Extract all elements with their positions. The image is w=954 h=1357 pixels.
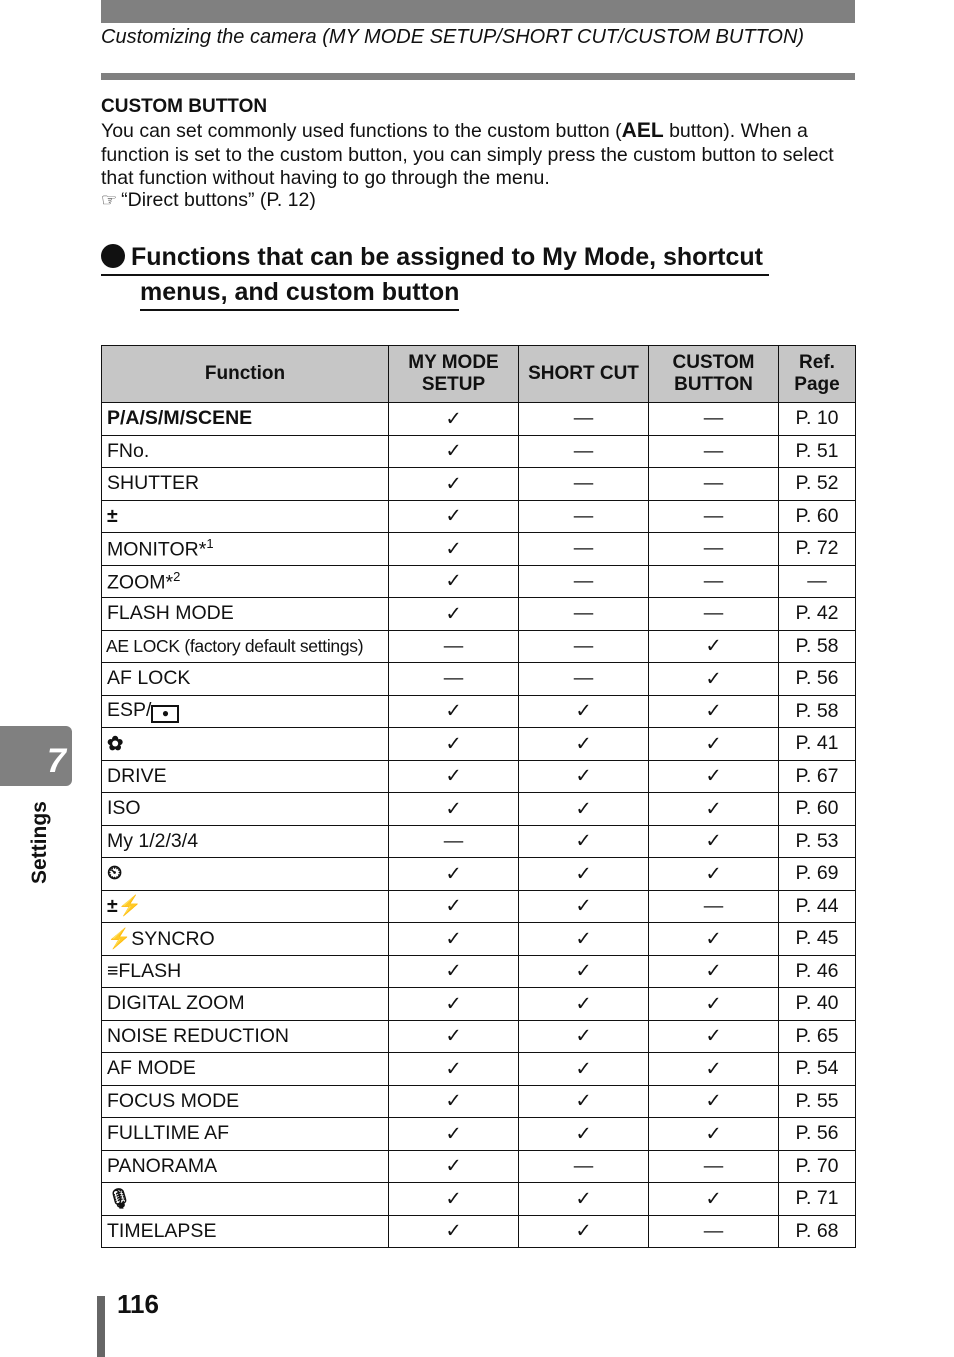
table-row: [102, 1118, 856, 1151]
col-header-ref-page: [779, 346, 856, 403]
function-cell: [102, 500, 389, 533]
function-cell: [102, 468, 389, 501]
function-cell: [102, 1150, 389, 1183]
custom-button-cell: —: [649, 403, 779, 436]
my-mode-cell: ✓: [389, 435, 519, 468]
my-mode-cell: ✓: [389, 1215, 519, 1248]
table-row: [102, 1020, 856, 1053]
custom-button-cell: —: [649, 890, 779, 923]
short-cut-cell: —: [519, 468, 649, 501]
heading-line-2: menus, and custom button: [140, 276, 459, 311]
custom-button-cell: ✓: [649, 760, 779, 793]
my-mode-cell: ✓: [389, 533, 519, 566]
function-cell: [102, 533, 389, 566]
table-row: [102, 728, 856, 761]
ref-page-cell: P. 60: [779, 793, 856, 826]
my-mode-cell: —: [389, 630, 519, 663]
my-mode-cell: ✓: [389, 403, 519, 436]
ref-page-cell: P. 58: [779, 695, 856, 728]
short-cut-cell: ✓: [519, 825, 649, 858]
table-row: [102, 1085, 856, 1118]
function-name: TIMELAPSE: [107, 1219, 217, 1242]
custom-button-cell: —: [649, 565, 779, 598]
table-row: [102, 988, 856, 1021]
ref-page-cell: P. 56: [779, 1118, 856, 1151]
my-mode-cell: —: [389, 663, 519, 696]
function-name: ISO: [107, 797, 141, 820]
table-row: [102, 793, 856, 826]
table-row: [102, 598, 856, 631]
ref-page-cell: P. 55: [779, 1085, 856, 1118]
function-name: AE LOCK (factory default settings): [106, 635, 364, 656]
custom-button-cell: ✓: [649, 1053, 779, 1086]
my-mode-cell: ✓: [389, 500, 519, 533]
function-name: 🎙: [107, 1187, 132, 1210]
col-header-custom-button: [649, 346, 779, 403]
chapter-tab: [0, 726, 72, 786]
function-name: ⏲: [107, 862, 123, 885]
function-cell: [102, 955, 389, 988]
custom-button-cell: ✓: [649, 695, 779, 728]
ref-page-cell: P. 45: [779, 923, 856, 956]
my-mode-cell: ✓: [389, 1183, 519, 1216]
custom-button-cell: ✓: [649, 728, 779, 761]
my-mode-cell: ✓: [389, 955, 519, 988]
my-mode-cell: ✓: [389, 1053, 519, 1086]
my-mode-cell: ✓: [389, 793, 519, 826]
running-title: Customizing the camera (MY MODE SETUP/SHORT CUT/CUSTOM BUTTON): [101, 26, 805, 48]
my-mode-cell: ✓: [389, 923, 519, 956]
function-name: SHUTTER: [107, 472, 200, 495]
custom-button-cell: —: [649, 1215, 779, 1248]
ref-page-cell: P. 44: [779, 890, 856, 923]
function-name: My 1/2/3/4: [107, 829, 199, 852]
ref-page-cell: P. 42: [779, 598, 856, 631]
col-header-short-cut: SHORT CUT: [519, 346, 649, 403]
table-row: [102, 695, 856, 728]
function-name: ±: [107, 504, 118, 527]
ref-page-cell: P. 53: [779, 825, 856, 858]
table-row: [102, 858, 856, 891]
custom-button-cell: ✓: [649, 1020, 779, 1053]
table-row: [102, 1215, 856, 1248]
short-cut-cell: ✓: [519, 728, 649, 761]
ref-page-cell: P. 69: [779, 858, 856, 891]
footnote-marker: 1: [206, 536, 214, 551]
short-cut-cell: —: [519, 435, 649, 468]
function-name: MONITOR*: [107, 538, 207, 561]
table-row: [102, 923, 856, 956]
my-mode-cell: ✓: [389, 565, 519, 598]
function-name: FLASH MODE: [107, 602, 234, 625]
function-cell: [102, 793, 389, 826]
ref-page-cell: P. 60: [779, 500, 856, 533]
custom-button-cell: ✓: [649, 1085, 779, 1118]
function-cell: [102, 858, 389, 891]
cross-reference-text: “Direct buttons” (P. 12): [121, 189, 316, 211]
my-mode-cell: ✓: [389, 728, 519, 761]
spot-meter-icon: ●: [151, 705, 179, 723]
col-header-my-mode: [389, 346, 519, 403]
col-header-function: Function: [102, 346, 389, 403]
function-cell: [102, 1215, 389, 1248]
ref-page-cell: P. 70: [779, 1150, 856, 1183]
table-row: [102, 435, 856, 468]
heading-line-1-text: Functions that can be assigned to My Mode, shortcut: [131, 243, 763, 271]
ref-page-cell: P. 46: [779, 955, 856, 988]
short-cut-cell: —: [519, 1150, 649, 1183]
function-cell: [102, 630, 389, 663]
intro-text-end: button). When a function is set to the custom button, you can simply press the custom button to select that function without having to go through the menu.: [101, 120, 834, 189]
ref-page-cell: P. 41: [779, 728, 856, 761]
short-cut-cell: ✓: [519, 1085, 649, 1118]
function-name: ⚡SYNCRO: [107, 927, 215, 950]
col-header-my-mode-text: MY MODE SETUP: [408, 352, 499, 395]
my-mode-cell: ✓: [389, 858, 519, 891]
custom-button-cell: —: [649, 435, 779, 468]
ael-button-label: AEL: [621, 119, 664, 142]
short-cut-cell: —: [519, 500, 649, 533]
my-mode-cell: ✓: [389, 1150, 519, 1183]
function-name: DRIVE: [107, 764, 167, 787]
short-cut-cell: ✓: [519, 1053, 649, 1086]
my-mode-cell: ✓: [389, 695, 519, 728]
header-bar: [101, 0, 855, 23]
function-name: ✿: [107, 732, 124, 755]
ref-page-cell: —: [779, 565, 856, 598]
reference-hand-icon: ☞: [101, 190, 118, 210]
my-mode-cell: ✓: [389, 988, 519, 1021]
function-name: ±⚡: [107, 895, 142, 918]
page-number-bar: [97, 1296, 105, 1357]
short-cut-cell: ✓: [519, 1118, 649, 1151]
table-row: [102, 760, 856, 793]
my-mode-cell: ✓: [389, 468, 519, 501]
col-header-custom-button-text: CUSTOM BUTTON: [672, 352, 755, 395]
short-cut-cell: —: [519, 630, 649, 663]
function-cell: [102, 403, 389, 436]
table-row: [102, 1183, 856, 1216]
function-name: AF MODE: [107, 1057, 196, 1080]
ref-page-cell: P. 72: [779, 533, 856, 566]
short-cut-cell: ✓: [519, 1215, 649, 1248]
short-cut-cell: —: [519, 403, 649, 436]
function-cell: [102, 1118, 389, 1151]
table-row: [102, 825, 856, 858]
ref-page-cell: P. 67: [779, 760, 856, 793]
custom-button-cell: ✓: [649, 1183, 779, 1216]
function-name: FNo.: [107, 439, 150, 462]
function-name: NOISE REDUCTION: [107, 1024, 290, 1047]
ref-page-cell: P. 58: [779, 630, 856, 663]
custom-button-cell: —: [649, 1150, 779, 1183]
custom-button-cell: ✓: [649, 858, 779, 891]
table-row: [102, 500, 856, 533]
ref-page-cell: P. 65: [779, 1020, 856, 1053]
short-cut-cell: ✓: [519, 695, 649, 728]
function-name: FULLTIME AF: [107, 1122, 230, 1145]
intro-text-start: You can set commonly used functions to the custom button (: [101, 120, 622, 142]
short-cut-cell: ✓: [519, 955, 649, 988]
short-cut-cell: —: [519, 598, 649, 631]
my-mode-cell: ✓: [389, 1020, 519, 1053]
table-row: [102, 1150, 856, 1183]
chapter-label: Settings: [28, 801, 51, 884]
cross-reference: [101, 189, 316, 212]
function-name: AF LOCK: [107, 667, 191, 690]
short-cut-cell: ✓: [519, 760, 649, 793]
function-name: ESP/: [107, 699, 152, 722]
custom-button-cell: ✓: [649, 793, 779, 826]
function-cell: [102, 565, 389, 598]
custom-button-cell: ✓: [649, 825, 779, 858]
short-cut-cell: ✓: [519, 1020, 649, 1053]
function-cell: [102, 695, 389, 728]
short-cut-cell: ✓: [519, 890, 649, 923]
intro-paragraph: [101, 119, 855, 191]
custom-button-cell: —: [649, 468, 779, 501]
function-name: DIGITAL ZOOM: [107, 992, 245, 1015]
ref-page-cell: P. 52: [779, 468, 856, 501]
function-cell: [102, 1020, 389, 1053]
table-row: [102, 468, 856, 501]
custom-button-cell: —: [649, 533, 779, 566]
my-mode-cell: ✓: [389, 760, 519, 793]
chapter-number: 7: [47, 742, 66, 780]
function-cell: [102, 760, 389, 793]
table-row: [102, 533, 856, 566]
table-row: [102, 663, 856, 696]
short-cut-cell: ✓: [519, 793, 649, 826]
col-header-ref-page-text: Ref. Page: [794, 352, 840, 395]
custom-button-cell: ✓: [649, 988, 779, 1021]
function-name: FOCUS MODE: [107, 1089, 240, 1112]
function-cell: [102, 1085, 389, 1118]
short-cut-cell: ✓: [519, 1183, 649, 1216]
function-cell: [102, 728, 389, 761]
short-cut-cell: ✓: [519, 923, 649, 956]
function-name: ≡FLASH: [107, 959, 182, 982]
function-cell: [102, 1053, 389, 1086]
custom-button-cell: ✓: [649, 1118, 779, 1151]
short-cut-cell: ✓: [519, 858, 649, 891]
subsection-heading: [101, 241, 769, 311]
footnote-marker: 2: [173, 568, 181, 584]
function-cell: [102, 435, 389, 468]
header-rule: [101, 73, 855, 80]
function-name: ZOOM*: [107, 571, 174, 593]
my-mode-cell: ✓: [389, 1085, 519, 1118]
ref-page-cell: P. 54: [779, 1053, 856, 1086]
ref-page-cell: P. 68: [779, 1215, 856, 1248]
ref-page-cell: P. 51: [779, 435, 856, 468]
short-cut-cell: ✓: [519, 988, 649, 1021]
my-mode-cell: ✓: [389, 890, 519, 923]
custom-button-cell: ✓: [649, 955, 779, 988]
table-row: [102, 630, 856, 663]
short-cut-cell: —: [519, 663, 649, 696]
functions-table: [101, 345, 856, 1248]
short-cut-cell: —: [519, 565, 649, 598]
ref-page-cell: P. 56: [779, 663, 856, 696]
function-cell: [102, 598, 389, 631]
custom-button-cell: ✓: [649, 923, 779, 956]
my-mode-cell: ✓: [389, 1118, 519, 1151]
table-row: [102, 955, 856, 988]
function-cell: [102, 1183, 389, 1216]
bullet-icon: [101, 244, 125, 268]
function-cell: [102, 663, 389, 696]
heading-line-1: [101, 241, 769, 276]
table-row: [102, 890, 856, 923]
my-mode-cell: —: [389, 825, 519, 858]
function-cell: [102, 825, 389, 858]
function-name: P/A/S/M/SCENE: [107, 407, 253, 430]
table-header-row: [102, 346, 856, 403]
custom-button-cell: ✓: [649, 630, 779, 663]
function-cell: [102, 988, 389, 1021]
page-number: 116: [117, 1289, 159, 1319]
ref-page-cell: P. 40: [779, 988, 856, 1021]
function-cell: [102, 890, 389, 923]
table-row: [102, 565, 856, 598]
function-cell: [102, 923, 389, 956]
ref-page-cell: P. 71: [779, 1183, 856, 1216]
custom-button-cell: —: [649, 500, 779, 533]
custom-button-cell: ✓: [649, 663, 779, 696]
table-row: [102, 1053, 856, 1086]
table-row: [102, 403, 856, 436]
short-cut-cell: —: [519, 533, 649, 566]
function-name: PANORAMA: [107, 1154, 218, 1177]
custom-button-cell: —: [649, 598, 779, 631]
section-title: CUSTOM BUTTON: [101, 96, 268, 117]
ref-page-cell: P. 10: [779, 403, 856, 436]
my-mode-cell: ✓: [389, 598, 519, 631]
